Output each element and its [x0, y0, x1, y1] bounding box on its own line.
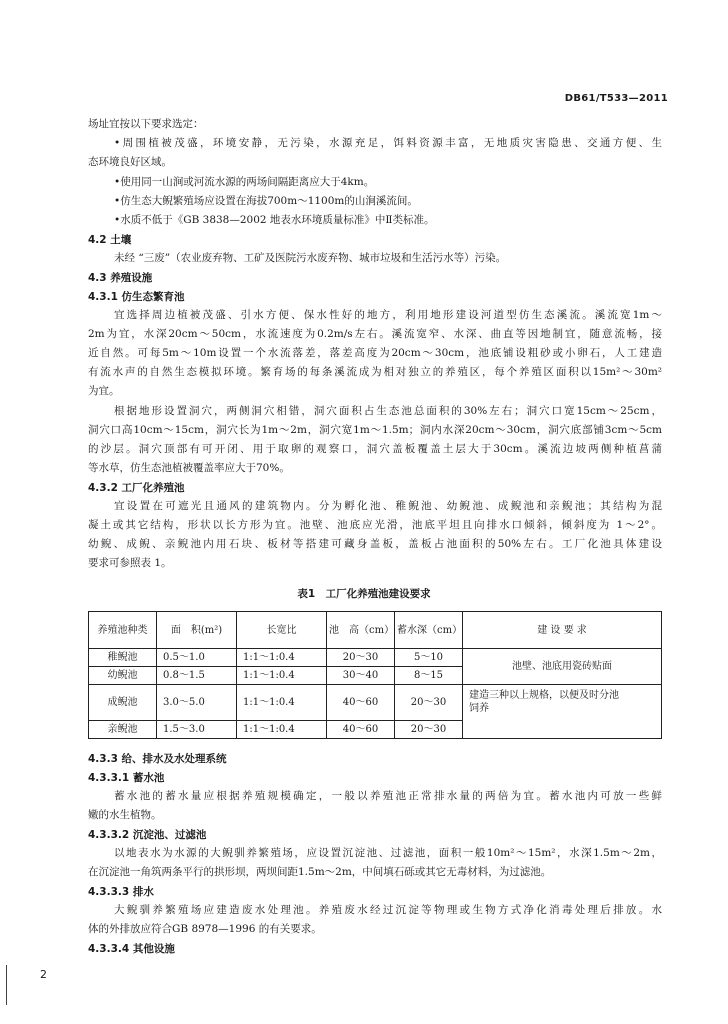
table-cell: 3.0～5.0	[157, 685, 237, 721]
paragraph-line: 宜设置在可遮光且通风的建筑物内。分为孵化池、稚鲵池、幼鲵池、成鲵池和亲鲵池；其结构为混	[114, 500, 662, 512]
heading-4-3-3-3: 4.3.3.3 排水	[88, 886, 154, 898]
table-cell: 0.5～1.0	[157, 649, 237, 667]
column-header: 养殖池种类	[89, 612, 157, 649]
requirement-cell: 池壁、池底用瓷砖贴面	[463, 649, 662, 685]
paragraph-line: 在沉淀池一角筑两条平行的拱形坝，两坝间距1.5m～2m，中间填石砾或其它无毒材料，为过滤池。	[88, 866, 552, 878]
paragraph-line: 嫩的水生植物。	[88, 809, 162, 821]
heading-4-3-3: 4.3.3 给、排水及水处理系统	[88, 753, 227, 765]
bullet-water-quality: •水质不低于《GB 3838—2002 地表水环境质量标准》中Ⅱ类标准。	[114, 214, 435, 226]
table-cell: 40～60	[327, 685, 395, 721]
table-cell: 20～30	[327, 649, 395, 667]
page-number: 2	[40, 968, 47, 981]
table-cell: 20～30	[395, 685, 463, 721]
table-cell: 1:1～1:0.4	[237, 685, 327, 721]
paragraph-line: 凝土或其它结构，形状以长方形为宜。池壁、池底应光滑，池底平坦且向排水口倾斜，倾斜度为 1～2°。	[88, 519, 662, 531]
paragraph-line: 根据地形设置洞穴，两侧洞穴相错，洞穴面积占生态池总面积的30%左右；洞穴口宽15cm～25cm，	[114, 405, 662, 417]
requirement-cell	[463, 685, 662, 739]
heading-4-3: 4.3 养殖设施	[88, 272, 153, 284]
column-header: 长宽比	[237, 612, 327, 649]
table-header-row	[89, 612, 662, 649]
paragraph-line: 洞穴口高10cm～15cm，洞穴长为1m～2m，洞穴宽1m～1.5m；洞内水深20cm～30cm，洞穴底部铺3cm～5cm	[88, 424, 662, 436]
requirement-line: 饲养	[469, 703, 489, 714]
paragraph-line: 体的外排放应符合GB 8978—1996 的有关要求。	[88, 923, 322, 935]
table-cell: 5～10	[395, 649, 463, 667]
bullet-environment: •周围植被茂盛，环境安静，无污染，水源充足，饵料资源丰富，无地质灾害隐患、交通方便、生	[114, 137, 662, 149]
paragraph-line: 幼鲵、成鲵、亲鲵池内用石块、板材等搭建可藏身盖板，盖板占池面积的50%左右。工厂化池具体建设	[88, 538, 662, 550]
heading-4-3-3-4: 4.3.3.4 其他设施	[88, 943, 175, 955]
table-caption: 表1 工厂化养殖池建设要求	[297, 588, 431, 600]
bullet-distance: •使用同一山涧或河流水源的两场间隔距离应大于4km。	[114, 176, 375, 188]
paragraph-line: 等水草，仿生态池植被覆盖率应大于70%。	[88, 462, 290, 474]
paragraph-line: 蓄水池的蓄水量应根据养殖规模确定，一般以养殖池正常排水量的两倍为宜。蓄水池内可放一些鲜	[114, 790, 662, 802]
requirement-line: 建造三种以上规格，以便及时分池	[469, 690, 619, 701]
bullet-altitude: •仿生态大鲵繁殖场应设置在海拔700m～1100m的山涧溪流间。	[114, 195, 418, 207]
paragraph-line: 大鲵驯养繁殖场应建造废水处理池。养殖废水经过沉淀等物理或生物方式净化消毒处理后排放。水	[114, 904, 662, 916]
table-cell: 成鲵池	[89, 685, 157, 721]
heading-4-3-1: 4.3.1 仿生态繁育池	[88, 291, 185, 303]
column-header: 池 高（cm）	[327, 612, 395, 649]
paragraph-line: 为宜。	[88, 385, 120, 397]
bullet-environment-cont: 态环境良好区域。	[88, 156, 172, 168]
table-cell: 1.5～3.0	[157, 721, 237, 739]
paragraph-line: 要求可参照表 1。	[88, 557, 172, 569]
soil-text: 未经 “三废”（农业废弃物、工矿及医院污水废弃物、城市垃圾和生活污水等）污染。	[114, 252, 507, 264]
heading-4-2: 4.2 土壤	[88, 234, 132, 246]
table-cell: 20～30	[395, 721, 463, 739]
scan-edge-mark	[6, 965, 7, 1005]
paragraph-line: 的沙层。洞穴顶部有可开闭、用于取卵的观察口，洞穴盖板覆盖土层大于30cm。溪流边坡两侧种植菖蒲	[88, 443, 662, 455]
heading-4-3-3-2: 4.3.3.2 沉淀池、过滤池	[88, 829, 207, 841]
column-header: 面 积(m²)	[157, 612, 237, 649]
table-row	[89, 649, 662, 667]
column-header: 建 设 要 求	[463, 612, 662, 649]
table-cell: 幼鲵池	[89, 667, 157, 685]
paragraph-line: 有流水声的自然生态模拟环境。繁育场的每条溪流成为相对独立的养殖区，每个养殖区面积以15m²～30m²	[88, 366, 662, 378]
paragraph-line: 2m为宜，水深20cm～50cm，水流速度为0.2m/s左右。溪流宽窄、水深、曲直等因地制宜，随意流畅，接	[88, 328, 662, 340]
table-cell: 1:1～1:0.4	[237, 667, 327, 685]
table-cell: 40～60	[327, 721, 395, 739]
heading-4-3-3-1: 4.3.3.1 蓄水池	[88, 772, 165, 784]
table-cell: 稚鲵池	[89, 649, 157, 667]
paragraph-line: 宜选择周边植被茂盛、引水方便、保水性好的地方，利用地形建设河道型仿生态溪流。溪流宽1m～	[114, 309, 662, 321]
table-row	[89, 685, 662, 721]
table-cell: 30～40	[327, 667, 395, 685]
table-cell: 亲鲵池	[89, 721, 157, 739]
table-cell: 8～15	[395, 667, 463, 685]
paragraph-line: 近自然。可每5m～10m设置一个水流落差，落差高度为20cm～30cm，池底铺设粗砂或小卵石，人工建造	[88, 347, 662, 359]
site-selection-intro: 场址宜按以下要求选定：	[88, 118, 204, 130]
table-cell: 1:1～1:0.4	[237, 721, 327, 739]
heading-4-3-2: 4.3.2 工厂化养殖池	[88, 482, 185, 494]
pond-spec-table	[88, 611, 662, 739]
standard-code-header: DB61/T533—2011	[564, 93, 668, 104]
column-header: 蓄水深（cm）	[395, 612, 463, 649]
table-cell: 1:1～1:0.4	[237, 649, 327, 667]
table-cell: 0.8～1.5	[157, 667, 237, 685]
paragraph-line: 以地表水为水源的大鲵驯养繁殖场，应设置沉淀池、过滤池，面积一般10m²～15m²，水深1.5m～2m，	[114, 847, 662, 859]
